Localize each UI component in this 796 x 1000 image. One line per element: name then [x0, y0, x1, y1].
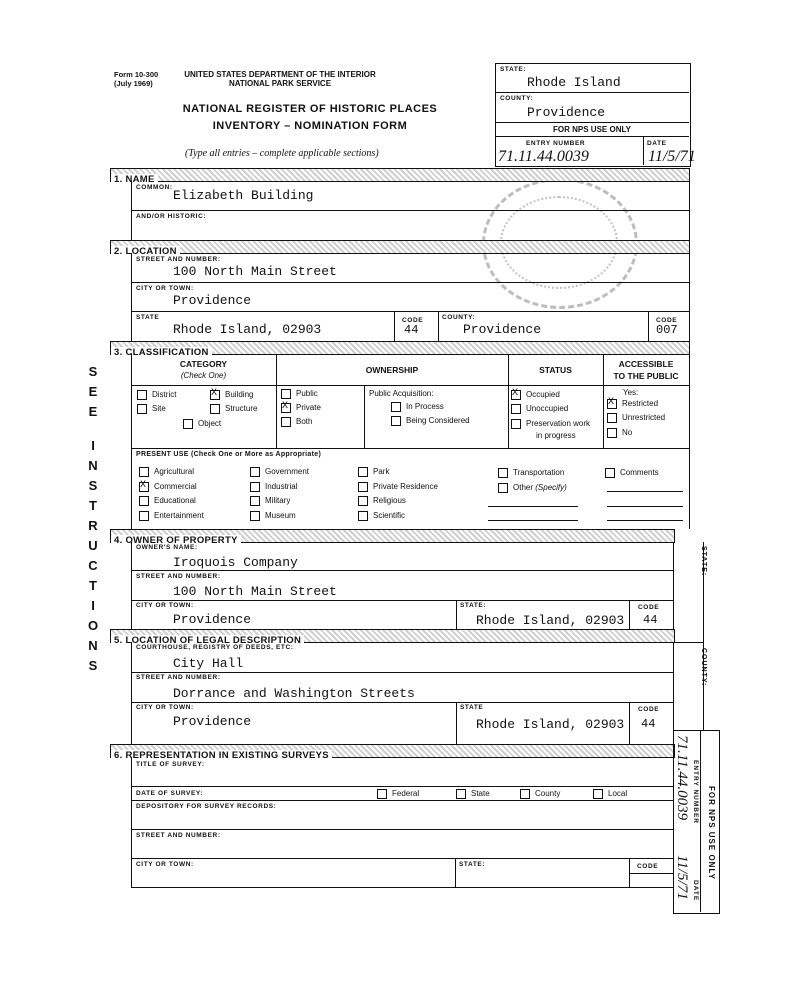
checkbox[interactable] [358, 496, 368, 506]
owner-name-label: OWNER'S NAME: [136, 544, 198, 551]
checkbox-checked[interactable] [281, 403, 291, 413]
department-line-1: UNITED STATES DEPARTMENT OF THE INTERIOR [184, 70, 376, 79]
checkbox[interactable] [391, 402, 401, 412]
checkbox[interactable] [137, 404, 147, 414]
status-preservation-line-2: in progress [536, 431, 576, 440]
use-commercial[interactable]: XCommercial [139, 482, 197, 492]
checkbox[interactable] [250, 467, 260, 477]
accessible-no[interactable]: No [607, 428, 632, 438]
checkbox[interactable] [511, 419, 521, 429]
location-state-value: Rhode Island, 02903 [173, 322, 322, 337]
use-park[interactable]: Park [358, 467, 389, 477]
category-object[interactable]: Object [183, 419, 221, 429]
checkbox[interactable] [281, 417, 291, 427]
section-3-header: 3. CLASSIFICATION [110, 341, 690, 355]
checkbox[interactable] [139, 496, 149, 506]
status-header: STATUS [539, 365, 572, 375]
courthouse-label: COURTHOUSE, REGISTRY OF DEEDS, ETC: [136, 644, 294, 651]
use-transportation[interactable]: Transportation [498, 468, 564, 478]
common-label: COMMON: [136, 184, 173, 191]
status-occupied[interactable]: XOccupied [511, 390, 560, 400]
location-state-code: 44 [404, 323, 419, 337]
checkbox[interactable] [605, 468, 615, 478]
location-city-value: Providence [173, 293, 252, 308]
accessible-header-1: ACCESSIBLE [618, 359, 674, 369]
accessible-restricted[interactable]: XRestricted [607, 399, 658, 409]
see-instructions-side-text: S E E I N S T R U C T I O N S [87, 364, 99, 673]
owner-code-value: 44 [643, 613, 658, 627]
legal-state-value: Rhode Island, 02903 [476, 717, 625, 732]
survey-state[interactable]: State [456, 789, 490, 799]
category-building[interactable]: X Building [210, 390, 253, 400]
historic-label: AND/OR HISTORIC: [136, 213, 207, 220]
checkbox[interactable] [358, 467, 368, 477]
legal-street-value: Dorrance and Washington Streets [173, 686, 415, 701]
survey-code-label: CODE [637, 863, 659, 870]
checkbox[interactable] [250, 511, 260, 521]
form-number: Form 10-300 [114, 70, 159, 79]
use-other[interactable]: Other (Specify) [498, 483, 567, 493]
form-title-2: INVENTORY – NOMINATION FORM [212, 120, 408, 132]
category-district[interactable]: District [137, 390, 176, 400]
section-6-header: 6. REPRESENTATION IN EXISTING SURVEYS [110, 744, 675, 758]
form-title-1: NATIONAL REGISTER OF HISTORIC PLACES [182, 103, 438, 115]
owner-name-value: Iroquois Company [173, 555, 298, 570]
checkbox-checked[interactable] [139, 482, 149, 492]
checkbox[interactable] [358, 511, 368, 521]
location-street-label: STREET AND NUMBER: [136, 256, 221, 263]
use-industrial[interactable]: Industrial [250, 482, 297, 492]
owner-city-value: Providence [173, 612, 252, 627]
entry-number-label: ENTRY NUMBER [526, 140, 586, 147]
checkbox[interactable] [250, 482, 260, 492]
checkbox[interactable] [183, 419, 193, 429]
checkbox[interactable] [377, 789, 387, 799]
use-military[interactable]: Military [250, 496, 290, 506]
ownership-private[interactable]: XPrivate [281, 403, 321, 413]
date-label: DATE [647, 140, 667, 147]
use-entertainment[interactable]: Entertainment [139, 511, 204, 521]
use-museum[interactable]: Museum [250, 511, 296, 521]
checkbox[interactable] [391, 416, 401, 426]
checkbox[interactable] [281, 389, 291, 399]
checkbox-checked[interactable] [511, 390, 521, 400]
ownership-public[interactable]: Public [281, 389, 318, 399]
entry-number-handwritten: 71.11.44.0039 [498, 148, 589, 165]
location-county-value: Providence [463, 322, 542, 337]
legal-state-label: STATE [460, 704, 484, 711]
use-agricultural[interactable]: Agricultural [139, 467, 194, 477]
entry-date-handwritten: 11/5/71 [648, 148, 696, 165]
section-2-header: 2. LOCATION [110, 240, 690, 254]
category-structure[interactable]: Structure [210, 404, 257, 414]
legal-city-value: Providence [173, 714, 252, 729]
checkbox[interactable] [210, 404, 220, 414]
checkbox[interactable] [137, 390, 147, 400]
section-5-header: 5. LOCATION OF LEGAL DESCRIPTION [110, 629, 675, 643]
checkbox[interactable] [139, 511, 149, 521]
survey-state-label: STATE: [459, 861, 486, 868]
location-county-code: 007 [656, 323, 678, 337]
checkbox[interactable] [607, 428, 617, 438]
section-1-header: 1. NAME [110, 168, 690, 182]
checkbox[interactable] [498, 483, 508, 493]
checkbox[interactable] [593, 789, 603, 799]
use-religious[interactable]: Religious [358, 496, 406, 506]
courthouse-value: City Hall [173, 656, 244, 671]
legal-street-label: STREET AND NUMBER: [136, 674, 221, 681]
location-county-code-label: CODE [656, 317, 678, 324]
survey-county[interactable]: County [520, 789, 560, 799]
header-county-value: Providence [527, 105, 606, 120]
use-government[interactable]: Government [250, 467, 309, 477]
form-date: (July 1969) [114, 79, 153, 88]
acquisition-being-considered[interactable]: Being Considered [391, 416, 470, 426]
status-preservation[interactable]: Preservation work [511, 419, 590, 429]
present-use-label: PRESENT USE (Check One or More as Appropriate) [136, 451, 322, 458]
survey-local[interactable]: Local [593, 789, 627, 799]
legal-city-label: CITY OR TOWN: [136, 704, 194, 711]
legal-code-value: 44 [641, 717, 656, 731]
category-site[interactable]: Site [137, 404, 166, 414]
checkbox[interactable] [139, 467, 149, 477]
nps-use-label: FOR NPS USE ONLY [553, 125, 631, 134]
header-state-label: STATE: [500, 66, 527, 73]
survey-street-label: STREET AND NUMBER: [136, 832, 221, 839]
location-county-label: COUNTY: [442, 314, 476, 321]
status-unoccupied[interactable]: Unoccupied [511, 404, 568, 414]
checkbox[interactable] [511, 404, 521, 414]
owner-street-value: 100 North Main Street [173, 584, 337, 599]
form-instructions: (Type all entries – complete applicable sections) [185, 148, 379, 159]
category-header: CATEGORY [179, 359, 228, 369]
section-4-header: 4. OWNER OF PROPERTY [110, 529, 675, 543]
department-line-2: NATIONAL PARK SERVICE [228, 79, 332, 88]
checkbox[interactable] [358, 482, 368, 492]
use-scientific[interactable]: Scientific [358, 511, 405, 521]
checkbox-checked[interactable] [210, 390, 220, 400]
legal-code-label: CODE [638, 706, 660, 713]
accessible-yes-label: Yes: [623, 388, 639, 397]
depository-label: DEPOSITORY FOR SURVEY RECORDS: [136, 803, 277, 810]
survey-title-label: TITLE OF SURVEY: [136, 761, 205, 768]
use-private-residence[interactable]: Private Residence [358, 482, 438, 492]
check-one-note: (Check One) [180, 371, 227, 380]
accessible-header-2: TO THE PUBLIC [613, 371, 679, 381]
header-state-value: Rhode Island [527, 75, 621, 90]
use-educational[interactable]: Educational [139, 496, 196, 506]
location-street-value: 100 North Main Street [173, 264, 337, 279]
header-county-label: COUNTY: [500, 95, 534, 102]
survey-federal[interactable]: Federal [377, 789, 419, 799]
survey-city-label: CITY OR TOWN: [136, 861, 194, 868]
accessible-unrestricted[interactable]: Unrestricted [607, 413, 665, 423]
survey-date-label: DATE OF SURVEY: [136, 790, 204, 797]
owner-street-label: STREET AND NUMBER: [136, 573, 221, 580]
checkbox[interactable] [250, 496, 260, 506]
acquisition-in-process[interactable]: In Process [391, 402, 444, 412]
owner-code-label: CODE [638, 604, 660, 611]
ownership-header: OWNERSHIP [365, 365, 419, 375]
owner-city-label: CITY OR TOWN: [136, 602, 194, 609]
location-city-label: CITY OR TOWN: [136, 285, 194, 292]
location-state-code-label: CODE [402, 317, 424, 324]
checkbox[interactable] [498, 468, 508, 478]
checkbox[interactable] [607, 413, 617, 423]
use-comments[interactable]: Comments [605, 468, 659, 478]
checkbox[interactable] [456, 789, 466, 799]
checkbox-checked[interactable] [607, 399, 617, 409]
location-state-label: STATE [136, 314, 160, 321]
owner-state-value: Rhode Island, 02903 [476, 613, 625, 628]
ownership-both[interactable]: Both [281, 417, 312, 427]
checkbox[interactable] [520, 789, 530, 799]
owner-state-label: STATE: [460, 602, 487, 609]
public-acquisition-label: Public Acquisition: [369, 389, 434, 398]
common-name-value: Elizabeth Building [173, 188, 314, 203]
